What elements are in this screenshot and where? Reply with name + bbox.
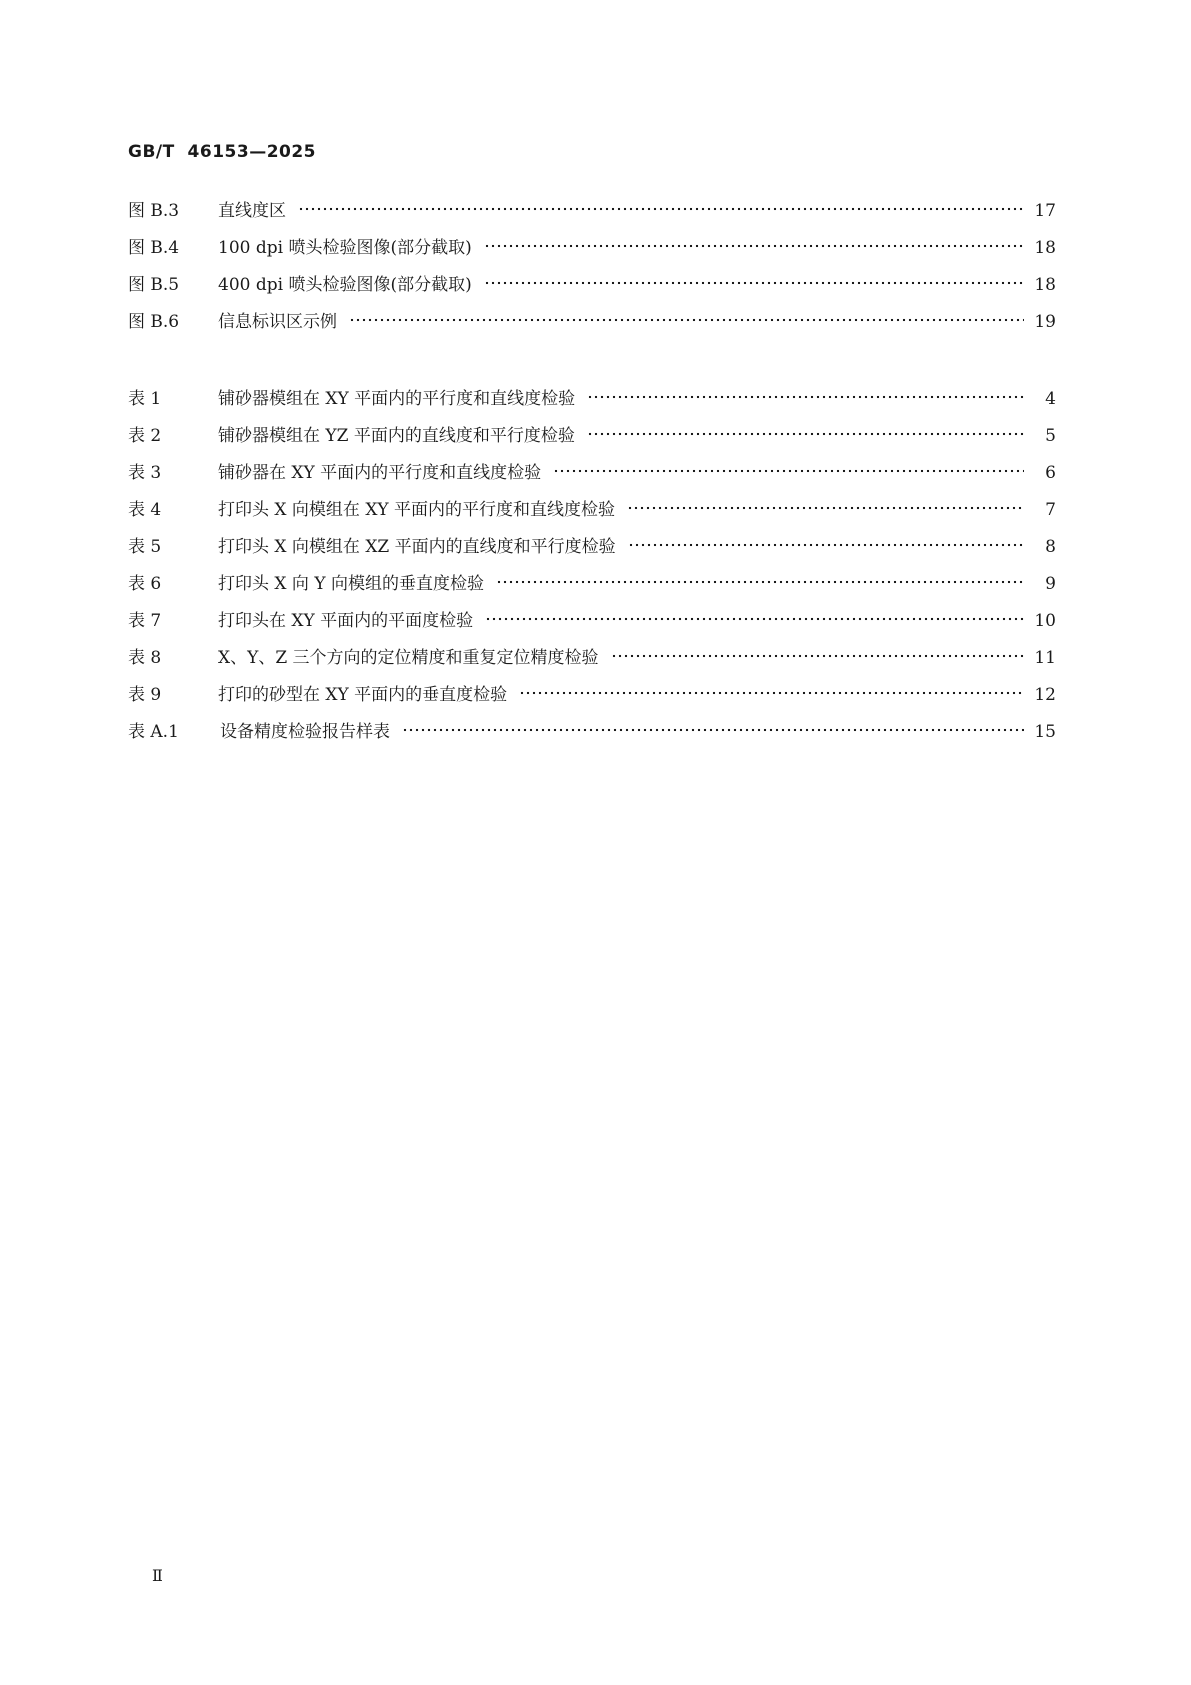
entry-label: 表 7: [128, 611, 162, 631]
toc-entry-table[interactable]: [128, 532, 1056, 569]
toc-entry-table[interactable]: [128, 421, 1056, 458]
entry-title: X、Y、Z 三个方向的定位精度和重复定位精度检验: [218, 648, 599, 668]
dot-leader: [553, 461, 1024, 478]
entry-page: 18: [1034, 275, 1056, 295]
dot-leader: [349, 310, 1024, 327]
entry-label: 表 4: [128, 500, 162, 520]
entry-title: 打印头在 XY 平面内的平面度检验: [218, 611, 474, 631]
entry-page: 18: [1034, 238, 1056, 258]
toc-entry-figure[interactable]: [128, 233, 1056, 270]
entry-page: 5: [1045, 426, 1056, 446]
entry-page: 6: [1045, 463, 1056, 483]
entry-title: 打印的砂型在 XY 平面内的垂直度检验: [218, 685, 508, 705]
entry-label: 图 B.5: [128, 275, 180, 295]
toc-entry-figure[interactable]: [128, 196, 1056, 233]
entry-page: 10: [1034, 611, 1056, 631]
figure-list: [128, 196, 1056, 344]
entry-title: 铺砂器在 XY 平面内的平行度和直线度检验: [218, 463, 542, 483]
entry-page: 9: [1045, 574, 1056, 594]
entry-title: 100 dpi 喷头检验图像(部分截取): [218, 238, 472, 258]
dot-leader: [496, 572, 1024, 589]
entry-title: 铺砂器模组在 YZ 平面内的直线度和平行度检验: [218, 426, 575, 446]
entry-title: 400 dpi 喷头检验图像(部分截取): [218, 275, 472, 295]
toc-entry-table[interactable]: [128, 458, 1056, 495]
entry-title: 信息标识区示例: [218, 312, 337, 332]
entry-label: 图 B.6: [128, 312, 180, 332]
entry-page: 11: [1034, 648, 1056, 668]
toc-entry-table[interactable]: [128, 569, 1056, 606]
entry-label: 表 A.1: [128, 722, 179, 742]
toc-entry-figure[interactable]: [128, 307, 1056, 344]
toc-entry-table[interactable]: [128, 384, 1056, 421]
entry-page: 12: [1034, 685, 1056, 705]
entry-title: 打印头 X 向模组在 XZ 平面内的直线度和平行度检验: [218, 537, 616, 557]
table-list: [128, 384, 1056, 754]
entry-label: 图 B.3: [128, 201, 180, 221]
entry-title: 打印头 X 向 Y 向模组的垂直度检验: [218, 574, 484, 594]
entry-title: 铺砂器模组在 XY 平面内的平行度和直线度检验: [218, 389, 576, 409]
entry-label: 表 6: [128, 574, 162, 594]
entry-label: 表 5: [128, 537, 162, 557]
entry-title: 打印头 X 向模组在 XY 平面内的平行度和直线度检验: [218, 500, 616, 520]
dot-leader: [484, 236, 1024, 253]
entry-label: 表 2: [128, 426, 162, 446]
toc-entry-figure[interactable]: [128, 270, 1056, 307]
dot-leader: [628, 535, 1024, 552]
toc-entry-table[interactable]: [128, 495, 1056, 532]
page-number: Ⅱ: [152, 1566, 163, 1585]
entry-title: 直线度区: [218, 201, 286, 221]
entry-page: 17: [1034, 201, 1056, 221]
dot-leader: [484, 273, 1024, 290]
dot-leader: [485, 609, 1024, 626]
dot-leader: [587, 387, 1024, 404]
entry-page: 8: [1045, 537, 1056, 557]
document-id: GB/T 46153—2025: [128, 142, 317, 162]
entry-page: 4: [1045, 389, 1056, 409]
entry-label: 表 1: [128, 389, 162, 409]
entry-page: 15: [1034, 722, 1056, 742]
toc-entry-table[interactable]: [128, 680, 1056, 717]
entry-title: 设备精度检验报告样表: [220, 722, 390, 742]
toc-entry-table[interactable]: [128, 643, 1056, 680]
entry-label: 表 8: [128, 648, 162, 668]
dot-leader: [627, 498, 1024, 515]
dot-leader: [611, 646, 1024, 663]
dot-leader: [298, 199, 1024, 216]
entry-label: 表 9: [128, 685, 162, 705]
entry-page: 19: [1034, 312, 1056, 332]
toc-entry-table[interactable]: [128, 717, 1056, 754]
entry-page: 7: [1045, 500, 1056, 520]
dot-leader: [402, 720, 1024, 737]
dot-leader: [519, 683, 1024, 700]
entry-label: 表 3: [128, 463, 162, 483]
toc-entry-table[interactable]: [128, 606, 1056, 643]
entry-label: 图 B.4: [128, 238, 180, 258]
dot-leader: [587, 424, 1024, 441]
